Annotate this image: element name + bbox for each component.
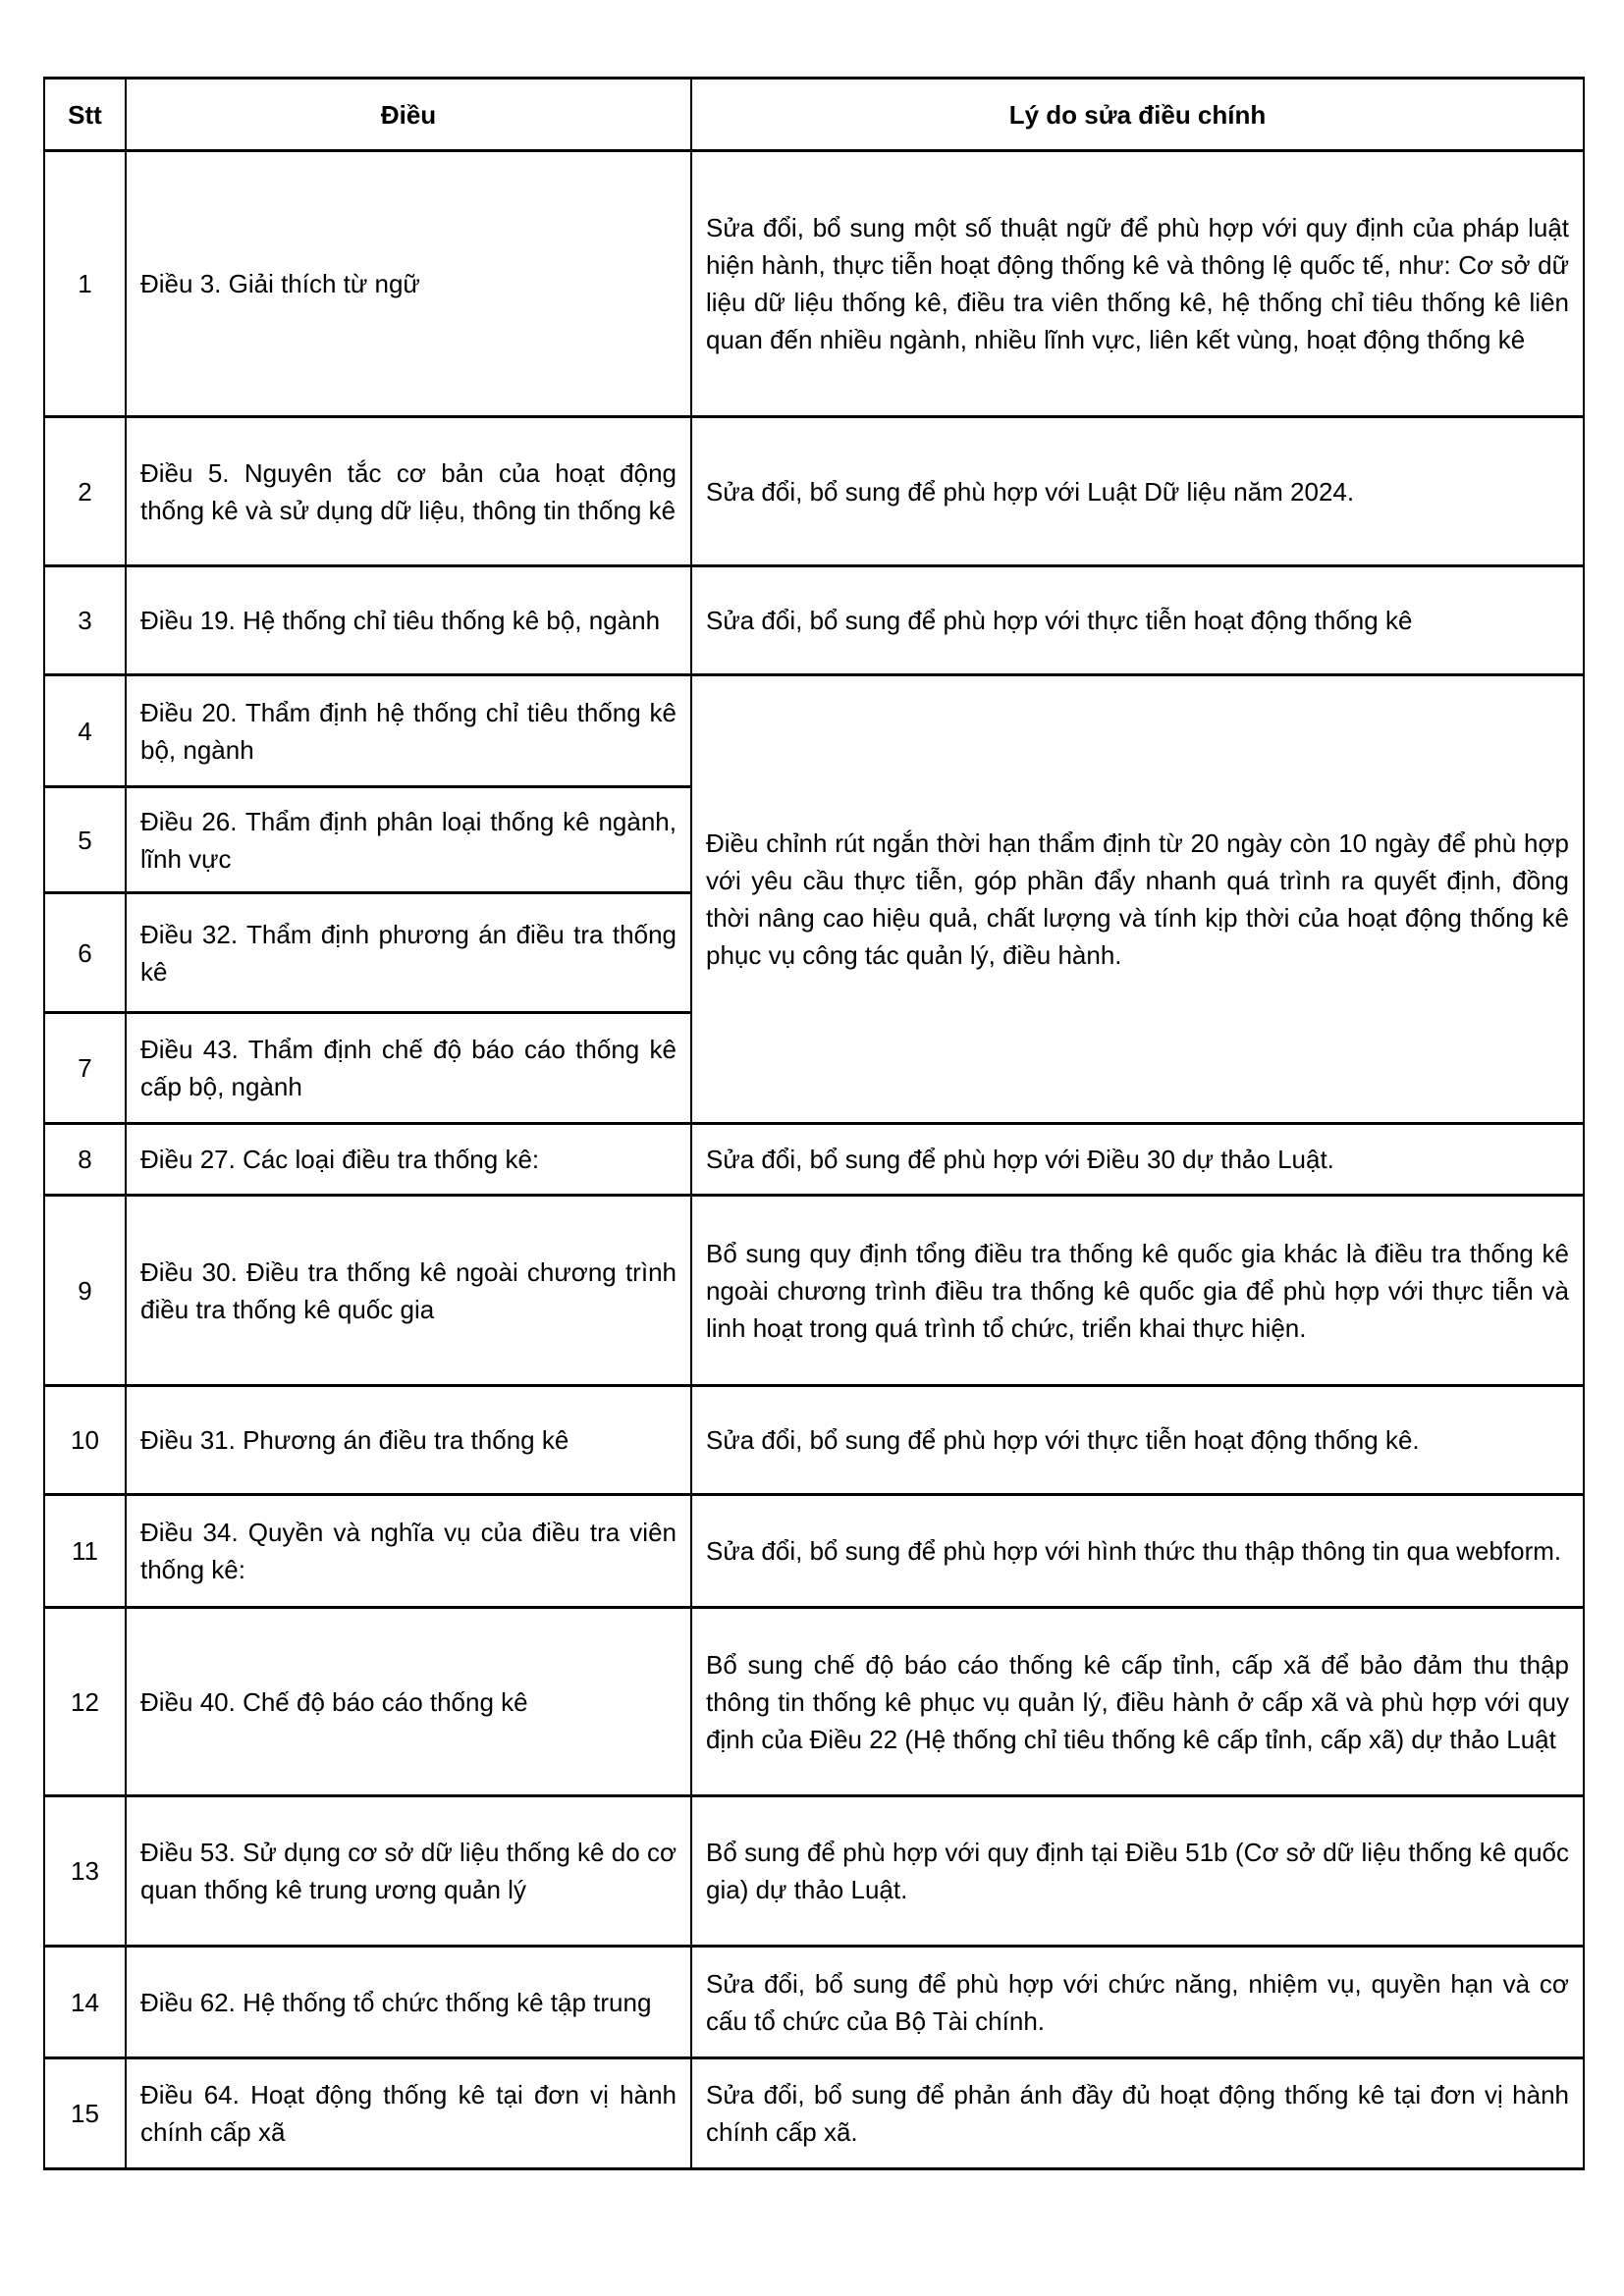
row-dieu: Điều 34. Quyền và nghĩa vụ của điều tra viên thống kê:	[126, 1495, 691, 1608]
table-row	[44, 1386, 1584, 1495]
table-row	[44, 417, 1584, 566]
row-dieu: Điều 64. Hoạt động thống kê tại đơn vị hành chính cấp xã	[126, 2058, 691, 2169]
row-stt: 6	[44, 893, 126, 1013]
row-stt: 1	[44, 151, 126, 417]
row-reason: Bổ sung chế độ báo cáo thống kê cấp tỉnh, cấp xã để bảo đảm thu thập thông tin thống kê phục vụ quản lý, điều hành ở cấp xã và phù hợp với quy định của Điều 22 (Hệ thống chỉ tiêu thống kê cấp tỉnh, cấp xã) dự thảo Luật	[691, 1608, 1584, 1796]
row-dieu: Điều 27. Các loại điều tra thống kê:	[126, 1124, 691, 1196]
table-row	[44, 1124, 1584, 1196]
row-dieu: Điều 31. Phương án điều tra thống kê	[126, 1386, 691, 1495]
row-dieu: Điều 3. Giải thích từ ngữ	[126, 151, 691, 417]
row-stt: 13	[44, 1796, 126, 1947]
row-stt: 4	[44, 675, 126, 787]
row-stt: 14	[44, 1947, 126, 2058]
row-stt: 2	[44, 417, 126, 566]
table-row	[44, 1608, 1584, 1796]
row-reason: Sửa đổi, bổ sung để phù hợp với thực tiễn hoạt động thống kê.	[691, 1386, 1584, 1495]
row-stt: 12	[44, 1608, 126, 1796]
amendments-table	[43, 77, 1585, 2170]
table-row	[44, 675, 1584, 787]
row-reason-merged: Điều chỉnh rút ngắn thời hạn thẩm định từ 20 ngày còn 10 ngày để phù hợp với yêu cầu thực tiễn, góp phần đẩy nhanh quá trình ra quyết định, đồng thời nâng cao hiệu quả, chất lượng và tính kịp thời của hoạt động thống kê phục vụ công tác quản lý, điều hành.	[691, 675, 1584, 1124]
row-reason: Sửa đổi, bổ sung để phù hợp với Điều 30 dự thảo Luật.	[691, 1124, 1584, 1196]
row-dieu: Điều 62. Hệ thống tổ chức thống kê tập trung	[126, 1947, 691, 2058]
row-dieu: Điều 30. Điều tra thống kê ngoài chương trình điều tra thống kê quốc gia	[126, 1196, 691, 1386]
row-reason: Bổ sung để phù hợp với quy định tại Điều 51b (Cơ sở dữ liệu thống kê quốc gia) dự thảo Luật.	[691, 1796, 1584, 1947]
row-dieu: Điều 40. Chế độ báo cáo thống kê	[126, 1608, 691, 1796]
col-header-stt: Stt	[44, 79, 126, 151]
row-stt: 5	[44, 787, 126, 893]
row-dieu: Điều 43. Thẩm định chế độ báo cáo thống kê cấp bộ, ngành	[126, 1013, 691, 1124]
row-stt: 10	[44, 1386, 126, 1495]
row-stt: 8	[44, 1124, 126, 1196]
table-row	[44, 151, 1584, 417]
row-reason: Sửa đổi, bổ sung để phù hợp với hình thức thu thập thông tin qua webform.	[691, 1495, 1584, 1608]
row-dieu: Điều 20. Thẩm định hệ thống chỉ tiêu thống kê bộ, ngành	[126, 675, 691, 787]
row-reason: Sửa đổi, bổ sung để phù hợp với thực tiễn hoạt động thống kê	[691, 566, 1584, 675]
row-reason: Sửa đổi, bổ sung để phù hợp với chức năng, nhiệm vụ, quyền hạn và cơ cấu tổ chức của Bộ Tài chính.	[691, 1947, 1584, 2058]
col-header-dieu: Điều	[126, 79, 691, 151]
table-row	[44, 1947, 1584, 2058]
row-dieu: Điều 53. Sử dụng cơ sở dữ liệu thống kê do cơ quan thống kê trung ương quản lý	[126, 1796, 691, 1947]
row-dieu: Điều 5. Nguyên tắc cơ bản của hoạt động thống kê và sử dụng dữ liệu, thông tin thống kê	[126, 417, 691, 566]
row-stt: 9	[44, 1196, 126, 1386]
row-reason: Bổ sung quy định tổng điều tra thống kê quốc gia khác là điều tra thống kê ngoài chương trình điều tra thống kê quốc gia để phù hợp với thực tiễn và linh hoạt trong quá trình tổ chức, triển khai thực hiện.	[691, 1196, 1584, 1386]
row-dieu: Điều 26. Thẩm định phân loại thống kê ngành, lĩnh vực	[126, 787, 691, 893]
row-stt: 11	[44, 1495, 126, 1608]
table-row	[44, 1196, 1584, 1386]
row-reason: Sửa đổi, bổ sung để phản ánh đầy đủ hoạt động thống kê tại đơn vị hành chính cấp xã.	[691, 2058, 1584, 2169]
table-header-row	[44, 79, 1584, 151]
row-stt: 3	[44, 566, 126, 675]
table-row	[44, 2058, 1584, 2169]
row-dieu: Điều 19. Hệ thống chỉ tiêu thống kê bộ, ngành	[126, 566, 691, 675]
row-stt: 15	[44, 2058, 126, 2169]
table-row	[44, 566, 1584, 675]
row-stt: 7	[44, 1013, 126, 1124]
row-dieu: Điều 32. Thẩm định phương án điều tra thống kê	[126, 893, 691, 1013]
col-header-reason: Lý do sửa điều chính	[691, 79, 1584, 151]
table-row	[44, 1796, 1584, 1947]
table-row	[44, 1495, 1584, 1608]
row-reason: Sửa đổi, bổ sung để phù hợp với Luật Dữ liệu năm 2024.	[691, 417, 1584, 566]
row-reason: Sửa đổi, bổ sung một số thuật ngữ để phù hợp với quy định của pháp luật hiện hành, thực tiễn hoạt động thống kê và thông lệ quốc tế, như: Cơ sở dữ liệu dữ liệu thống kê, điều tra viên thống kê, hệ thống chỉ tiêu thống kê liên quan đến nhiều ngành, nhiều lĩnh vực, liên kết vùng, hoạt động thống kê	[691, 151, 1584, 417]
